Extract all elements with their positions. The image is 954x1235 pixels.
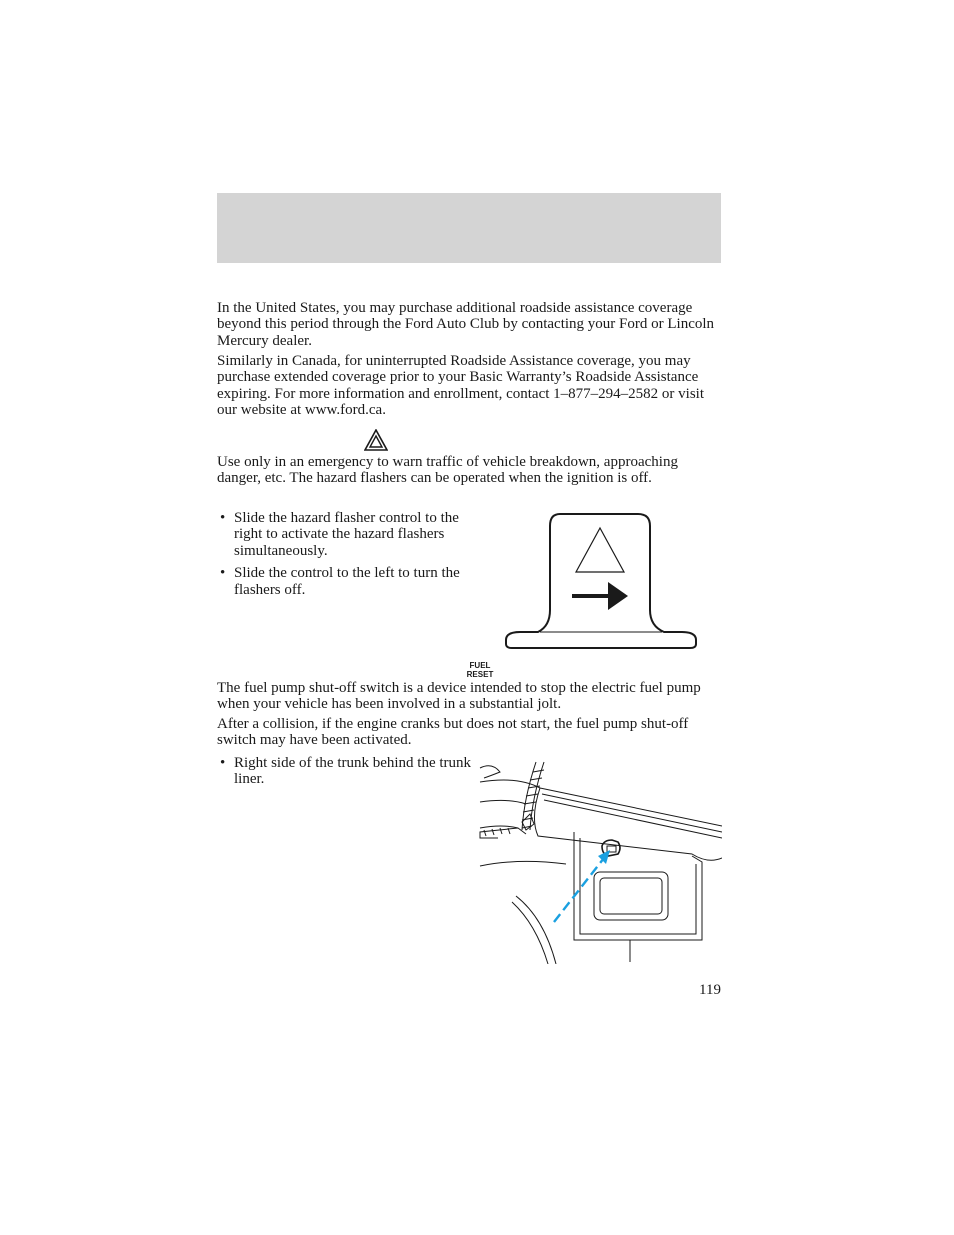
paragraph-fuel-pump-intro: The fuel pump shut-off switch is a device intended to stop the electric fuel pump when your vehicle has been involved in a substantial jolt. bbox=[217, 680, 701, 713]
list-item bbox=[217, 755, 472, 788]
paragraph-hazard-intro: Use only in an emergency to warn traffic of vehicle breakdown, approaching danger, etc. The hazard flashers can be operated when the ignition is off. bbox=[217, 454, 678, 487]
hazard-bullet-list bbox=[217, 510, 472, 604]
hazard-warning-triangle-icon bbox=[364, 429, 388, 451]
bullet-marker: • bbox=[220, 565, 226, 582]
hazard-flasher-control-illustration bbox=[504, 510, 698, 652]
fuel-reset-icon bbox=[460, 661, 500, 679]
fuel-reset-label-line2: RESET bbox=[466, 670, 494, 679]
section-header-band bbox=[217, 193, 721, 263]
bullet-text: Right side of the trunk behind the trunk liner. bbox=[234, 755, 472, 788]
fuel-bullet-list bbox=[217, 755, 472, 794]
fuel-reset-label-line1: FUEL bbox=[469, 661, 491, 670]
bullet-text: Slide the control to the left to turn the flashers off. bbox=[234, 565, 460, 598]
paragraph-fuel-pump-collision: After a collision, if the engine cranks but does not start, the fuel pump shut-off switch may have been activated. bbox=[217, 716, 689, 749]
page-number: 119 bbox=[699, 982, 721, 998]
list-item bbox=[217, 565, 472, 598]
paragraph-us-coverage: In the United States, you may purchase additional roadside assistance coverage beyond this period through the Ford Auto Club by contacting your Ford or Lincoln Mercury dealer. bbox=[217, 300, 715, 349]
bullet-text: Slide the hazard flasher control to the right to activate the hazard flashers simultaneously. bbox=[234, 510, 459, 559]
bullet-marker: • bbox=[220, 510, 226, 526]
paragraph-canada-coverage: Similarly in Canada, for uninterrupted Roadside Assistance coverage, you may purchase extended coverage prior to your Basic Warranty’s Roadside Assistance expiring. For more information and enrollment, contact 1–877–294–2582 or visit our website at www.ford.ca. bbox=[217, 353, 704, 419]
bullet-marker: • bbox=[220, 755, 226, 771]
trunk-fuel-switch-location-illustration bbox=[478, 758, 722, 964]
list-item bbox=[217, 510, 472, 559]
